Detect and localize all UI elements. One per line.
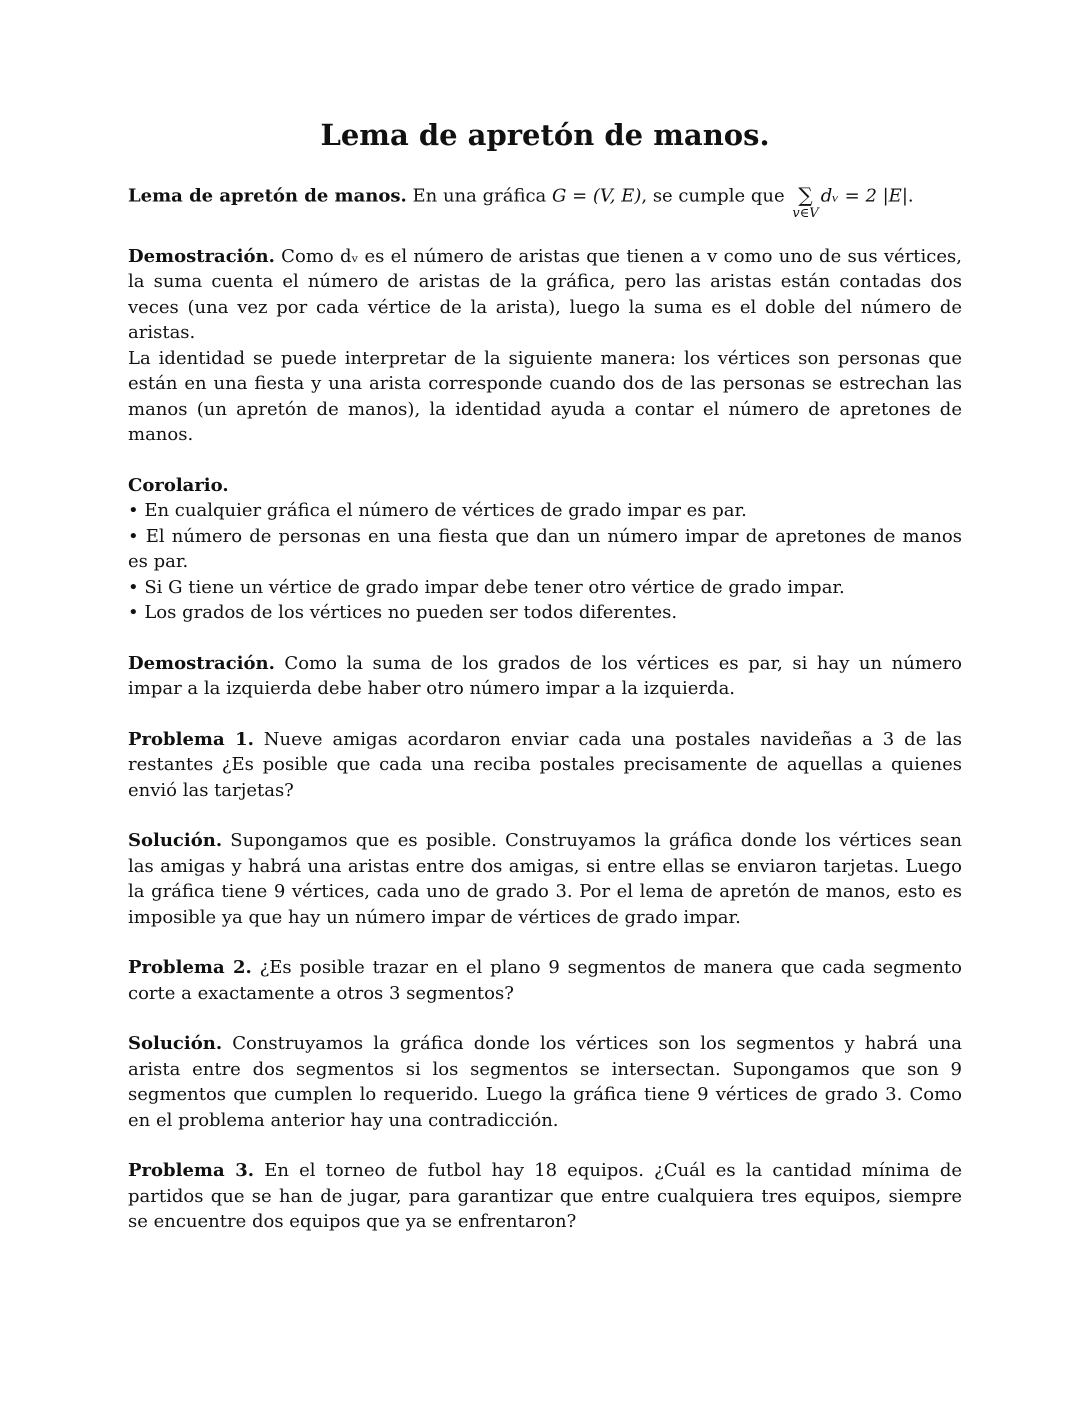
lemma-math-graph: G = (V, E) bbox=[551, 185, 642, 207]
problem-text: Nueve amigas acordaron enviar cada una postales navideñas a 3 de las restantes ¿Es posible que cada una reciba postales precisamente de aquellas a quienes envió las tarjetas? bbox=[128, 728, 962, 801]
sum-operator bbox=[792, 182, 819, 221]
solution-2 bbox=[128, 1031, 962, 1133]
proof-block-1 bbox=[128, 244, 962, 448]
lemma-label: Lema de apretón de manos. bbox=[128, 185, 407, 207]
proof-text: Como la suma de los grados de los vértices es par, si hay un número impar a la izquierda debe haber otro número impar a la izquierda. bbox=[128, 652, 962, 700]
proof-paragraph-2: La identidad se puede interpretar de la siguiente manera: los vértices son personas que están en una fiesta y una arista corresponde cuando dos de las personas se estrechan las manos (un apretón de manos), la identidad ayuda a contar el número de apretones de manos. bbox=[128, 347, 962, 446]
proof-label: Demostración. bbox=[128, 245, 275, 267]
lemma-statement bbox=[128, 179, 962, 221]
problem-2 bbox=[128, 955, 962, 1006]
corollary-item: • En cualquier gráfica el número de vértices de grado impar es par. bbox=[128, 500, 747, 522]
corollary-item: • El número de personas en una fiesta que dan un número impar de apretones de manos es par. bbox=[128, 525, 962, 573]
lemma-text-before: En una gráfica bbox=[406, 185, 552, 207]
solution-1 bbox=[128, 828, 962, 930]
document-page bbox=[128, 118, 962, 1260]
solution-label: Solución. bbox=[128, 830, 223, 852]
solution-label: Solución. bbox=[128, 1033, 223, 1055]
lemma-text-mid: , se cumple que bbox=[641, 185, 791, 207]
solution-text: Supongamos que es posible. Construyamos la gráfica donde los vértices sean las amigas y habrá una aristas entre dos amigas, si entre ellas se enviaron tarjetas. Luego la gráfica tiene 9 vértices, cada uno de grado 3. Por el lema de apretón de manos, esto es imposible ya que hay un número impar de vértices de grado impar. bbox=[128, 830, 962, 928]
problem-text: ¿Es posible trazar en el plano 9 segmentos de manera que cada segmento corte a exactamente a otros 3 segmentos? bbox=[128, 957, 962, 1004]
problem-label: Problema 2. bbox=[128, 957, 252, 979]
proof-paragraph-1 bbox=[128, 244, 962, 346]
corollary-label: Corolario. bbox=[128, 474, 229, 496]
lemma-math-rhs: dᵥ = 2 |E| bbox=[820, 185, 908, 207]
corollary-item: • Si G tiene un vértice de grado impar debe tener otro vértice de grado impar. bbox=[128, 576, 845, 598]
problem-1 bbox=[128, 727, 962, 804]
problem-3 bbox=[128, 1158, 962, 1235]
solution-text: Construyamos la gráfica donde los vértices son los segmentos y habrá una arista entre dos segmentos si los segmentos se intersectan. Supongamos que son 9 segmentos que cumplen lo requerido. Luego la gráfica tiene 9 vértices de grado 3. Como en el problema anterior hay una contradicción. bbox=[128, 1033, 962, 1131]
problem-label: Problema 1. bbox=[128, 728, 254, 750]
sum-symbol: ∑ bbox=[798, 182, 813, 207]
corollary-block bbox=[128, 473, 962, 626]
proof-text: Como dᵥ es el número de aristas que tienen a v como uno de sus vértices, la suma cuenta el número de aristas de la gráfica, pero las aristas están contadas dos veces (una vez por cada vértice de la arista), luego la suma es el doble del número de aristas. bbox=[128, 245, 962, 344]
corollary-item: • Los grados de los vértices no pueden ser todos diferentes. bbox=[128, 602, 678, 624]
page-title: Lema de apretón de manos. bbox=[320, 118, 770, 152]
proof-label: Demostración. bbox=[128, 652, 275, 674]
sum-subscript: v∈V bbox=[792, 205, 819, 221]
lemma-end: . bbox=[907, 185, 914, 207]
proof-block-2 bbox=[128, 651, 962, 702]
problem-text: En el torneo de futbol hay 18 equipos. ¿Cuál es la cantidad mínima de partidos que se han de jugar, para garantizar que entre cualquiera tres equipos, siempre se encuentre dos equipos que ya se enfrentaron? bbox=[128, 1160, 962, 1233]
problem-label: Problema 3. bbox=[128, 1160, 255, 1182]
